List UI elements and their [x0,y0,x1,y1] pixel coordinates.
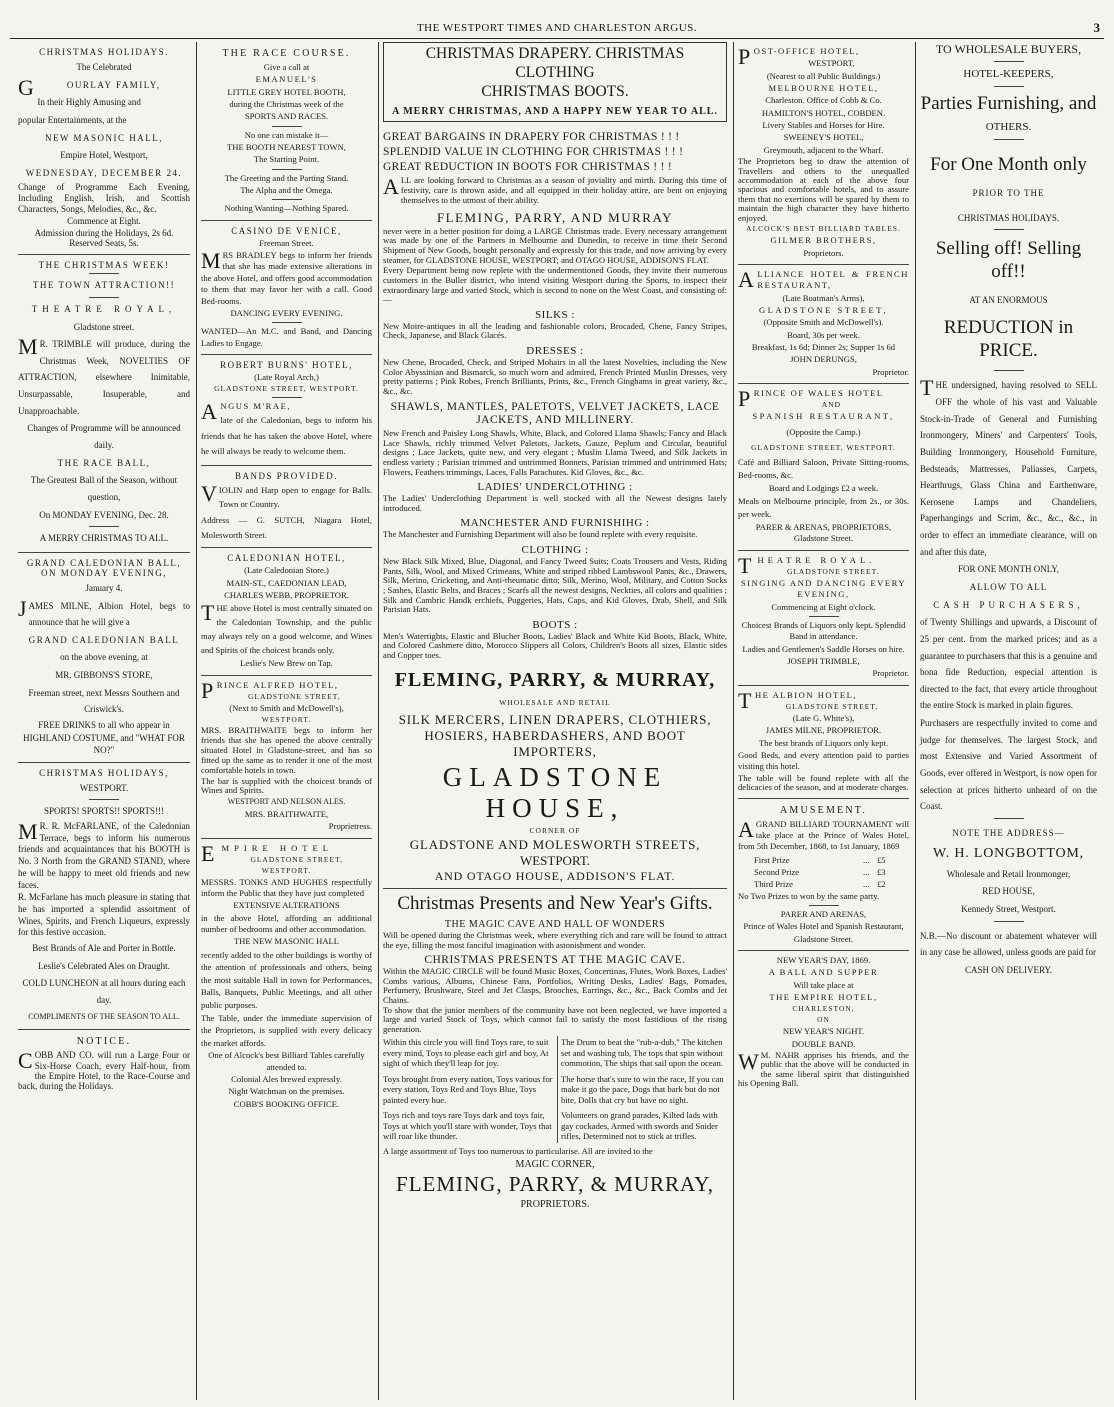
ad-text: The Celebrated [76,62,132,72]
ad-text: THE TOWN ATTRACTION!! [32,280,176,291]
ad-text: ANGUS M'RAE, [201,399,291,425]
ad-text: SWEENEY'S HOTEL, [783,132,864,143]
ad-text: on the above evening, at [60,652,148,663]
ad-text: MELBOURNE HOTEL, [768,83,879,94]
ad-text: JOHN DERUNGS, [790,354,857,365]
ad-text: PARER AND ARENAS, [780,909,867,919]
ad-text: CORNER OF [529,826,581,836]
ad-text: THE above Hotel is most centrally situated on the Caledonian Township, and the public may always rely on a good welcome, and Wines and Spirits of the choicest brands only. [201,600,372,655]
ad-text: January 4. [85,582,123,593]
ad-new-years-ball [738,951,909,1094]
ad-casino-de-venice [201,221,372,355]
ad-subhead: BOOTS : [532,618,578,631]
ad-heading: PRINCE ALFRED HOTEL, [201,677,339,703]
ad-text: The Alpha and the Omega. [240,185,333,196]
ad-caledonian-ball [18,553,190,763]
prize-row: Third Prize ... £2 [754,878,886,889]
ad-text: (Opposite the Camp.) [786,426,861,437]
ad-text: THE undersigned, having resolved to SELL OFF the whole of his vast and Valuable Stock-in-Trade of General and Furnishing Ironmongery, Miners' and Carpenters' Tools, Building Ironmongery, Household Furniture, Bedsteads, Mattresses, Paliasses, Carpets, Hearthrugs, Glass China and Earthenware, Kerosene Lamps and Chandeliers, Paperhangings and Scrim, &c., &c., &c., in order to effect an immediate clearance, will on and after this date, [920,375,1097,557]
ad-text: Gladstone Street. [793,933,854,944]
ad-text: JOSEPH TRIMBLE, [787,655,860,666]
ad-heading: POST-OFFICE HOTEL, [738,44,860,69]
ad-text: Livery Stables and Horses for Hire. [762,120,885,131]
ad-text: Commencing at Eight o'clock. [771,601,876,612]
ad-text: Proprietor. [872,668,909,679]
ad-robert-burns-hotel [201,355,372,466]
toy-verses [383,1036,727,1142]
ad-text: A MERRY CHRISTMAS TO ALL. [39,533,169,544]
ad-text: ALL are looking forward to Christmas as a season of joviality and mirth. During this time of festivity, care is thrown aside, and all equipped in their holiday attire, are bent on enjoying themselves to the utmost of their ability. [383,174,727,205]
ad-text: SPORTS AND RACES. [244,111,329,122]
ad-text: On MONDAY EVENING, Dec. 28. [39,509,169,520]
ad-text: WHOLESALE AND RETAIL [499,697,611,707]
ad-text: Will be opened during the Christmas week, where everything rich and rare will be found to attract the eye, filling the most fanciful imagination with astonishment and wonder. [383,930,727,950]
ad-heading: BANDS PROVIDED. [234,470,338,481]
ad-text: CHRISTMAS HOLIDAYS. [957,212,1060,223]
ad-headline: SPLENDID VALUE IN CLOTHING FOR CHRISTMAS ! ! ! [383,146,684,159]
ad-text: Board and Lodgings £2 a week. [768,482,879,493]
ad-text: SPORTS! SPORTS!! SPORTS!!! [44,806,164,817]
ad-gourlay-family [18,42,190,255]
ad-text: GLADSTONE STREET. [786,567,880,577]
ad-text: Every Department being now replete with the undermentioned Goods, they invite their numerous customers in the Buller district, who intend visiting Westport during the Sports, to inspect their extraordinary large and varied Stock, which is second to none on the West Coast, and consisting of:— [383,265,727,305]
ad-text: Board, 30s per week. [787,329,860,340]
ad-billiard-tournament [738,799,909,952]
ad-text: Nothing Wanting—Nothing Spared. [224,203,349,214]
ad-bands-provided [201,466,372,548]
ad-text: WESTPORT, [808,58,855,69]
ad-subhead: CLOTHING : [521,544,589,557]
ad-subhead: THE MAGIC CAVE AND HALL OF WONDERS [444,919,666,931]
ad-text: Gladstone street. [73,321,135,332]
ad-subhead: WESTPORT. [519,853,591,869]
ad-heading: CHRISTMAS HOLIDAYS, [39,767,169,778]
verse: Toys brought from every nation, Toys various for every station, Toys Red and Toys Blue, Toys painted every hue. [383,1073,553,1105]
ad-heading: CHRISTMAS HOLIDAYS. [39,47,169,57]
ad-text: DANCING EVERY EVENING. [230,307,343,318]
ad-text: Address — G. SUTCH, Niagara Hotel, Molesworth Street. [201,515,372,540]
ad-headline: Selling off! Selling off!! [935,238,1082,283]
column-5-longbottom [915,42,1101,1400]
ad-subhead: MANCHESTER AND FURNISHIHG : [460,517,650,530]
ad-text: A BALL AND SUPPER [768,967,879,978]
ad-text: Meals on Melbourne principle, from 2s., or 30s. per week. [738,496,909,520]
column-2 [196,42,376,1400]
ad-text: WANTED—An M.C. and Band, and Dancing Ladies to Engage. [201,326,372,348]
ad-text: WEDNESDAY, DECEMBER 24. [25,167,183,178]
ad-heading: CALEDONIAN HOTEL, [227,553,346,564]
ad-heading: THE RACE COURSE. [222,48,351,59]
ad-text: VIOLIN and Harp open to engage for Balls. Town or Country. [201,480,372,510]
ad-headline: A MERRY CHRISTMAS, AND A HAPPY NEW YEAR TO ALL. [392,106,718,118]
ad-text: popular Entertainments, at the [18,114,127,125]
ad-text: CASH ON DELIVERY. [964,964,1053,975]
ad-theatre-royal [738,551,909,686]
ad-text: Best Brands of Ale and Porter in Bottle. [32,942,176,953]
ad-heading: ALLIANCE HOTEL & FRENCH RESTAURANT, [738,266,909,292]
ad-subhead: LADIES' UNDERCLOTHING : [477,481,633,494]
ad-text: GILMER BROTHERS, [770,235,877,246]
ad-text: THE NEW MASONIC HALL [233,936,340,947]
ad-text: Purchasers are respectfully invited to come and judge for themselves. The largest Stock, and most Extensive and Varied Assortment of Goods, ever offered in Westport, is now open for selection at prices hitherto unheard of on the Coast. [920,718,1097,812]
ad-headline: GREAT REDUCTION IN BOOTS FOR CHRISTMAS ! ! ! [383,161,673,174]
ad-heading: EMPIRE HOTEL [201,840,334,866]
ad-text: R. McFarlane has much pleasure in stating that he has imported a splendid assortment of Wines, Spirits, and French Liqueurs, expressly for this festive occasion. [18,892,190,938]
ad-headline: OTHERS. [985,121,1032,134]
ad-text: Wholesale and Retail Ironmonger, [946,868,1071,879]
ad-text: MRS. BRAITHWAITE, [244,808,329,819]
ad-prince-of-wales-hotel [738,384,909,551]
verse: The Drum to beat the "rub-a-dub," The kitchen set and washing tub, The tops that spin without commotion, The ships that sail upon the ocean. [561,1037,723,1069]
ad-subhead: FLEMING, PARRY, AND MURRAY [436,209,674,225]
ad-text: FREE DRINKS to all who appear in HIGHLAND COSTUME, and "WHAT FOR NO?" [23,720,185,756]
ad-headline: For One Month only [930,154,1087,176]
ad-text: Give a call at [263,62,310,72]
ad-text: COBB'S BOOKING OFFICE. [233,1098,340,1109]
column-1 [14,42,194,1400]
ad-text: COLD LUNCHEON at all hours during each day. [22,978,186,1005]
ad-text: MESSRS. TONKS AND HUGHES respectfully inform the Public that they have just completed [201,876,372,898]
ad-text: MR. GIBBONS'S STORE, [55,670,153,681]
ad-heading: NOTICE. [76,1036,132,1048]
ad-text: Changes of Programme will be announced daily. [27,423,181,451]
ad-text: THE EMPIRE HOTEL, [769,992,878,1003]
ad-headline: HOTEL-KEEPERS, [963,67,1054,80]
ad-subhead: SILKS : [535,308,575,321]
ad-heading: CASINO DE VENICE, [231,225,342,236]
ad-heading: NEW YEAR'S DAY, 1869. [776,955,871,966]
verse: The horse that's sure to win the race, If you can make it go the pace, Dogs that bark but do not bite, Dolls that cry but have no sight. [561,1073,724,1105]
ad-text: HAMILTON'S HOTEL, COBDEN. [761,107,886,118]
ad-text: (Next to Smith and McDowell's), [229,702,344,713]
ad-text: The best brands of Liquors only kept. [758,737,889,748]
ad-text: The Ladies' Underclothing Department is well stocked with all the Newest designs lately introduced. [383,493,727,513]
prize-list [738,854,909,890]
ad-heading: THEATRE ROYAL. [738,552,876,578]
ad-text: PARER & ARENAS, PROPRIETORS, Gladstone Street. [755,522,892,544]
ad-text: A large assortment of Toys too numerous to particularise. All are invited to the [383,1145,653,1156]
ad-text: To show that the junior members of the community have not been neglected, we have imported a large and varied Stock of Toys, which cannot fail to satisfy the most fastidious of the rising generation. [383,1004,727,1034]
ad-text: Colonial Ales brewed expressly. [231,1074,342,1084]
ad-text: NEW YEAR'S NIGHT. [782,1026,865,1037]
ad-caledonian-hotel [201,548,372,675]
ad-text: of Twenty Shillings and upwards, a Discount of 25 per cent. from the marked prices; and as a guarantee to purchasers that this is a genuine and bona fide Reduction, especial attention is directed to the fact, that every article throughout the entire Stock is marked in plain figures. [920,617,1097,711]
ad-text: (Late Caledonian Store.) [244,565,329,576]
ad-headline: REDUCTION in PRICE. [943,316,1074,361]
verse: Within this circle you will find Toys rare, to suit every mind, Toys to please each girl and boy, At sight of which they'll leap for joy. [383,1037,549,1069]
ad-heading: THE ALBION HOTEL, [738,687,858,713]
ad-text: THE RACE BALL, [57,457,151,468]
ad-text: The Greeting and the Parting Stand. [224,172,349,183]
ad-prince-alfred-hotel [201,676,372,839]
ad-text: ALCOCK'S BEST BILLIARD TABLES. [746,224,901,234]
ad-headline: GREAT BARGAINS IN DRAPERY FOR CHRISTMAS ! ! ! [383,131,680,144]
ad-text: (Late Royal Arch,) [254,371,319,382]
prize-row: First Prize ... £5 [754,854,886,865]
ad-text: M R. R. McFARLANE, of the Caledonian Terrace, begs to inform his numerous friends and acquaintances that his BOOTH is No. 3 North from the GRAND STAND, where he will be happy to meet old friends and new faces. [18,819,190,890]
ad-text: G OURLAY FAMILY, [18,74,161,100]
ad-text: ALLOW TO ALL [969,581,1048,592]
ad-headline: FLEMING, PARRY, & MURRAY, [394,668,716,691]
ad-text: (Late G. White's), [792,712,855,723]
ad-text: CHARLES WEBB, PROPRIETOR. [224,589,349,600]
ad-text: LITTLE GREY HOTEL BOOTH, [227,86,346,97]
ad-heading: GRAND CALEDONIAN BALL, ON MONDAY EVENING, [26,557,182,578]
ad-text: EMANUEL'S [255,74,318,85]
ad-text: In their Highly Amusing and [37,97,141,108]
ad-emanuel-booth [201,42,372,221]
ad-headline: Christmas Presents and New Year's Gifts. [397,893,713,915]
ad-text: Night Watchman on the premises. [228,1086,345,1097]
ad-text: recently added to the other buildings is worthy of the attention of professionals and others, being the most suitable Hall in town for Performances, Balls, Banquets, Public Meetings, and all other public purposes. [201,949,372,1010]
ad-cobb-notice [18,1030,190,1096]
verse: Toys rich and toys rare Toys dark and toys fair, Toys at which you'll stare with wonder, Toys that will roar like thunder. [383,1110,552,1142]
ad-text: THE BOOTH NEAREST TOWN, [227,142,346,153]
ad-text: The Proprietors beg to draw the attention of Travellers and others to the unequalled accommodation at each of the above four spacious and comfortable hotels, and to assure them that no exertions will be spared by them to maintain the high character they have hitherto enjoyed. [738,156,909,223]
ad-text: WESTPORT. [79,782,129,793]
ad-headline: W. H. LONGBOTTOM, [933,845,1084,861]
column-3-fleming-parry-murray [378,42,731,1400]
ad-text: (Opposite Smith and McDowell's). [763,317,884,328]
ad-text: New Chene, Brocaded, Check, and Striped Mohairs in all the latest Novelties, including the New Color Abyssinian and Bismarck, so much worn and admired, French Printed Muslin Dresses, very pretty patterns ; Pink Robes, French Brilliants, Prints, &c., French Ginghams in great variety, &c., &c., &c. [383,357,727,396]
ad-text: SINGING AND DANCING EVERY EVENING, [740,577,907,600]
ad-text: No one can mistake it— [244,129,329,140]
ad-text: late of the Caledonian, begs to inform his friends that he has taken the above Hotel, where he will always be ready to welcome them. [201,415,372,457]
ad-text: One of Alcock's best Billiard Tables carefully attended to. [208,1050,365,1072]
ad-text: WESTPORT. [261,865,312,875]
ad-text: MRS. BRAITHWAITE begs to inform her friends that she has opened the above centrally situated Hotel in Gladstone-street, and has so fitted up the same as to render it one of the most comfortable hotels in town. [201,725,372,775]
ad-text: (Nearest to all Public Buildings.) [766,70,881,81]
ad-text: THEATRE ROYAL, [31,303,177,314]
ad-text: W M. NAHR apprises his friends, and the public that the above will be conducted in the same liberal spirit that distinguished his Opening Ball. [738,1048,909,1089]
ad-text: SPANISH RESTAURANT, [752,411,895,422]
ad-text: MAIN-ST., CAEDONIAN LEAD, [226,577,347,588]
masthead-rule [10,38,1104,39]
ad-headline: Parties Furnishing, and [920,92,1097,114]
ad-text: Greymouth, adjacent to the Wharf. [763,144,884,155]
ad-albion-hotel [738,686,909,799]
ad-subhead: GLADSTONE AND MOLESWORTH STREETS, [409,837,701,853]
ad-text: AGRAND BILLIARD TOURNAMENT will take place at the Prince of Wales Hotel, from 5th December, 1868, to 1st January, 1869 [738,816,909,852]
ad-text: The Table, under the immediate supervision of the Proprietors, is supplied with every delicacy the market affords. [201,1012,372,1048]
ad-text: Leslie's New Brew on Tap. [240,658,333,669]
ad-text: Commence at Eight. [67,215,141,226]
masthead [0,0,1114,40]
ad-text: Prince of Wales Hotel and Spanish Restaurant, [743,921,904,932]
ad-text: GLADSTONE STREET, [250,854,343,864]
ad-text: No Two Prizes to won by the same party. [738,890,880,901]
ad-headline: CHRISTMAS DRAPERY. CHRISTMAS CLOTHING [425,45,685,81]
ad-text: NEW MASONIC HALL, [44,132,164,143]
ad-heading: PRINCE OF WALES HOTEL [738,385,884,411]
ad-subhead: SILK MERCERS, LINEN DRAPERS, CLOTHIERS, HOSIERS, HABERDASHERS, AND BOOT IMPORTERS, [398,711,712,760]
ad-text: The table will be found replete with all the delicacies of the season, and at moderate charges. [738,772,909,793]
ad-subhead: DRESSES : [526,345,584,358]
ad-text: AND [821,400,841,410]
ad-text: EXTENSIVE ALTERATIONS [233,900,340,911]
ad-alliance-hotel [738,265,909,384]
ad-text: COBB AND CO. will run a Large Four or Six-Horse Coach, every Half-hour, from the Empire Hotel, to the Race-Course and back, during the Holidays. [18,1048,190,1092]
ad-text: Good Beds, and every attention paid to parties visiting this hotel. [738,749,909,772]
ad-text: Change of Programme Each Evening, Including English, Irish, and Scottish Characters, Songs, Melodies, &c., &c. [18,182,190,215]
ad-text: FOR ONE MONTH ONLY, [958,564,1059,575]
ad-text: Freeman street, next Messrs Southern and Criswick's. [28,687,180,715]
ad-text: Will take place at [793,979,854,990]
ad-text: New Black Silk Mixed, Blue, Diagonal, and Fancy Tweed Suits; Coats Trousers and Vests, Riding Pants, Silk, Wool, and Mixed Crimeans, White and striped ribbed Lambswool Pants, &c., Drawers, Silk, Merino, Cricketing, and Anti-rheumatic ditto; Silk, Merino, Wool, Military, and Cotton Socks ; Sashes, Elastic Belts, and Braces ; Scarfs all the newest designs, Neckties, all colors and qualities ; Silk and Cambric Handk erchiefs, Puggeries, Hats, Caps, and Kid Gloves, Drab, Shell, and Silk Parisian Hats. [383,556,727,615]
ad-text: New Moire-antiques in all the leading and fashionable colors, Brocaded, Chene, Fancy Stripes, Check, Japanese, and Black Glacés. [383,320,727,341]
ad-text: NOTE THE ADDRESS— [952,827,1065,838]
verse: Volunteers on grand parades, Kilted lads with gay cockades, Armed with swords and Snider rifles, Determined not to stick at trifles. [561,1110,718,1142]
ad-text: RED HOUSE, [982,886,1035,897]
ad-subhead: SHAWLS, MANTLES, PALETOTS, VELVET JACKETS, LACE JACKETS, AND MILLINERY. [390,400,720,427]
ad-text: Breakfast, 1s 6d; Dinner 2s; Supper 1s 6d [751,341,896,352]
ad-headline: GLADSTONE HOUSE, [442,762,668,824]
ad-text: GLADSTONE STREET, [785,702,879,712]
ad-text: M R. TRIMBLE will produce, during the Christmas Week, NOVELTIES OF ATTRACTION, elsewhere Inimitable, Unsurpassable, Insuperable, and Unapproachable. [18,334,190,416]
ad-text: during the Christmas week of the [229,99,344,110]
ad-text: ON [817,1015,830,1025]
ad-mcfarlane-booth [18,763,190,1031]
ad-text: Freeman Street. [259,237,314,248]
ad-headline: TO WHOLESALE BUYERS, [935,42,1082,56]
ad-text: JAMES MILNE, PROPRIETOR. [765,725,882,736]
ad-text: GLADSTONE STREET, WESTPORT. [214,384,359,394]
ad-text: Choicest Brands of Liquors only kept. Splendid Band in attendance. [741,619,906,642]
page-number: 3 [1093,20,1100,35]
ad-text: GLADSTONE STREET, WESTPORT. [751,442,896,452]
ad-text: PRIOR TO THE [972,188,1045,199]
ad-text: COMPLIMENTS OF THE SEASON TO ALL. [28,1011,180,1021]
ad-heading: AMUSEMENT. [779,804,868,816]
ad-text: Empire Hotel, Westport, [60,150,148,161]
ad-text: N.B.—No discount or abatement whatever will in any case be allowed, unless goods are paid for [920,930,1097,958]
ad-text: DOUBLE BAND. [791,1038,856,1049]
ad-text: AT AN ENORMOUS [969,295,1048,306]
ad-text: (Late Boatman's Arms), [782,292,865,303]
ad-text: GRAND CALEDONIAN BALL [28,634,180,645]
ad-text: Proprietors. [803,247,844,258]
prize-row: Second Prize ... £3 [754,866,886,877]
ad-text: in the above Hotel, affording an additional number of bedrooms and other accommodation. [201,912,372,934]
ad-text: WESTPORT AND NELSON ALES. [227,797,346,807]
ad-text: Charleston. Office of Cobb & Co. [765,95,882,106]
ad-text: Admission during the Holidays, 2s 6d. Reserved Seats, 5s. [34,227,174,249]
ad-text: MAGIC CORNER, [515,1159,595,1171]
ad-text: Men's Watertights, Elastic and Blucher Boots, Ladies' Black and White Kid Boots, Black, White, and Colored Cashmere ditto, Morocco Slippers all Colors, Children's Boots all sizes, Elastic sides and Copper toes. [383,630,727,661]
ad-text: Proprietor. [872,366,909,377]
ad-text: GLADSTONE STREET, [248,692,341,702]
ad-headline: CHRISTMAS BOOTS. [481,83,629,101]
ad-subhead: CHRISTMAS PRESENTS AT THE MAGIC CAVE. [424,954,686,967]
column-4 [733,42,913,1400]
ad-text: Kennedy Street, Westport. [961,903,1056,914]
ad-text: never were in a better position for doing a LARGE Christmas trade. Every necessary arrangement was made by one of the Partners in Melbourne and Dunedin, to receive in time their Second Shipment of New Goods, bought personally and expressly for this trade, and now arriving by every steamer, for GLADSTONE HOUSE, WESTPORT; and OTAGO HOUSE, ADDISON'S FLAT. [383,225,727,265]
ad-text: CHARLESTON, [792,1004,855,1014]
ad-text: The Greatest Ball of the Season, without question, [30,475,178,502]
ad-text: Ladies and Gentlemen's Saddle Horses on hire. [742,643,905,654]
ad-text: GLADSTONE STREET, [758,304,889,315]
newspaper-title: THE WESTPORT TIMES AND CHARLESTON ARGUS. [416,22,698,34]
ad-text: New French and Paisley Long Shawls, White, Black, and Colored Llama Shawls; Fancy and Black Lace Shawls, richly trimmed Velvet Paletots, Jackets, Gauze, Peplum and Circular, beautiful designs ; Lace Jackets, quite new, and very elegant ; Muslin Llama Tweed, and Silk Jackets in endless variety ; Parisian trimmed and untrimmed Bonnets, Parisian trimmed and untrimmed Hats; Flowers, Feathers trimmings, Laces, Falls Parachutes. Kid Gloves, &c., &c. [383,428,727,477]
ad-theatre-royal-christmas [18,255,190,553]
ad-post-office-hotel [738,42,909,265]
ad-empire-hotel [201,839,372,1116]
ad-text: CASH PURCHASERS, [933,599,1084,610]
ad-text: PROPRIETORS. [520,1199,590,1211]
ad-heading: ROBERT BURNS' HOTEL, [220,359,353,370]
ad-text: The Starting Point. [253,154,320,165]
ad-text: WESTPORT. [261,715,312,725]
ad-text: JAMES MILNE, Albion Hotel, begs to announce that he will give a [18,595,190,628]
ad-text: The Manchester and Furnishing Department will also be found replete with every requisite. [383,529,698,540]
ad-text: Proprietress. [328,821,372,832]
ad-text: Within the MAGIC CIRCLE will be found Music Boxes, Concertinas, Flutes, Work Boxes, Ladies' Combs various, Albums, Chinese Fans, Portfolios, Writing Desks, Ladies' Bags, Pomades, Perfumery, Brushware, Steel and Jet Clasps, Brooches, Earrings, &c., &c., Back Combs and Jet Chains. [383,966,727,1005]
ad-headline: FLEMING, PARRY, & MURRAY, [396,1172,714,1197]
ad-text: MRS BRADLEY begs to inform her friends that she has made extensive alterations in the above Hotel, and offers good accommodation to them that may favor her with a call. Good Bed-rooms. [201,248,372,306]
ad-text: The bar is supplied with the choicest brands of Wines and Spirits. [201,775,372,796]
ad-text: Café and Billiard Saloon, Private Sitting-rooms, Bed-rooms, &c. [738,457,909,480]
ad-subhead: AND OTAGO HOUSE, ADDISON'S FLAT. [434,869,676,884]
ad-text: Leslie's Celebrated Ales on Draught. [38,960,170,971]
ad-heading: THE CHRISTMAS WEEK! [38,260,170,271]
